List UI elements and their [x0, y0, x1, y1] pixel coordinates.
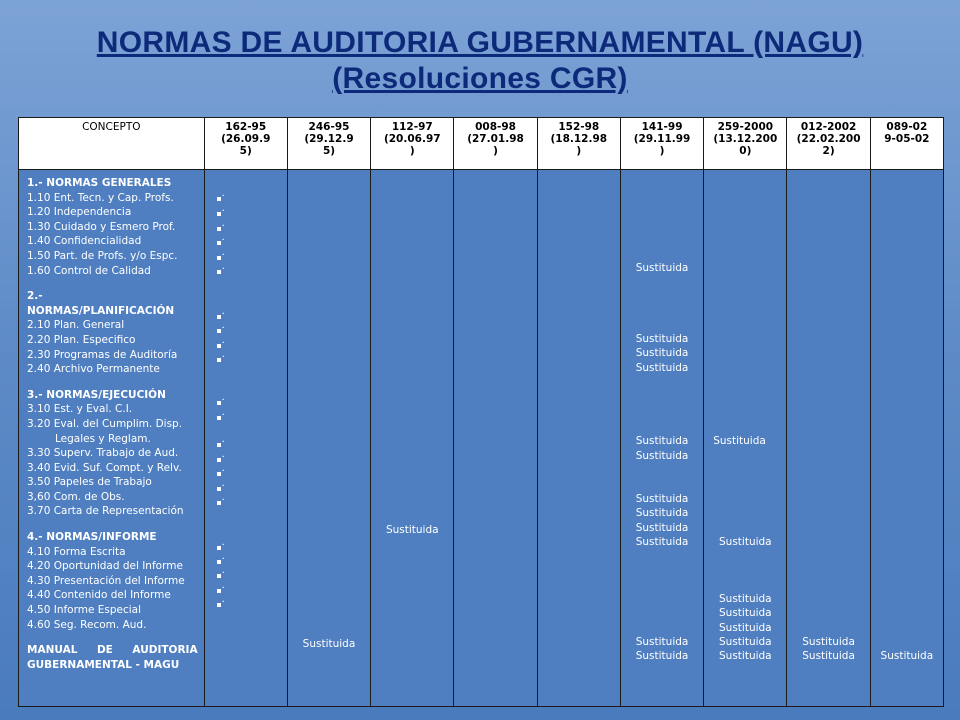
bullet-icon: [217, 329, 221, 333]
status-text: Sustituida: [713, 435, 766, 447]
bullet-icon: [217, 546, 221, 550]
concept-item: 4.20 Oportunidad del Informe: [27, 560, 183, 573]
status-text: Sustituida: [635, 362, 689, 374]
status-text: Sustituida: [880, 650, 934, 662]
bullet-icon: [217, 416, 221, 420]
status-text: Sustituida: [635, 347, 689, 359]
status-text: Sustituida: [802, 636, 855, 648]
status-text: Sustituida: [635, 262, 689, 274]
status-text: Sustituida: [635, 507, 689, 519]
concept-item: 4.30 Presentación del Informe: [27, 574, 185, 587]
concept-item: 1.20 Independencia: [27, 206, 132, 219]
col-012-2002: [787, 170, 870, 707]
bullet-icon: [217, 603, 221, 607]
status-text: Sustituida: [635, 435, 689, 447]
bullet-icon: [217, 458, 221, 462]
concept-item: Legales y Reglam.: [55, 432, 151, 445]
concept-item: 1.30 Cuidado y Esmero Prof.: [27, 220, 176, 233]
header-141-99: 141-99 (29.11.99 ): [620, 118, 703, 170]
col-089-02: [870, 170, 943, 707]
status-text: Sustituida: [635, 522, 689, 534]
manual-heading-line2: GUBERNAMENTAL - MAGU: [27, 658, 180, 671]
concept-item: 3.70 Carta de Representación: [27, 505, 184, 518]
header-row: [19, 118, 944, 170]
section-heading: 2.-: [27, 290, 43, 303]
section-heading: NORMAS/PLANIFICACIÓN: [27, 304, 175, 317]
header-089-02: 089-02 9-05-02: [870, 118, 943, 170]
col-246-95: [287, 170, 370, 707]
col-152-98: [537, 170, 620, 707]
concept-item: 4.60 Seg. Recom. Aud.: [27, 618, 147, 631]
concept-item: 2.40 Archivo Permanente: [27, 363, 160, 376]
concept-item: 2.20 Plan. Especifico: [27, 333, 136, 346]
status-text: Sustituida: [385, 524, 439, 536]
col-112-97: [371, 170, 454, 707]
header-012-2002: 012-2002 (22.02.200 2): [787, 118, 870, 170]
status-text: Sustituida: [719, 593, 772, 605]
bullet-icon: [217, 344, 221, 348]
header-162-95: 162-95 (26.09.9 5): [204, 118, 287, 170]
nagu-table: [18, 117, 944, 707]
col-141-99: [620, 170, 703, 707]
concept-item: 3.40 Evid. Suf. Compt. y Relv.: [27, 461, 182, 474]
bullet-icon: [217, 358, 221, 362]
bullet-icon: [217, 487, 221, 491]
header-112-97: 112-97 (20.06.97 ): [371, 118, 454, 170]
status-text: Sustituida: [719, 536, 772, 548]
concept-item: 3,60 Com. de Obs.: [27, 490, 125, 503]
concept-item: 1.40 Confidencialidad: [27, 235, 142, 248]
status-text: Sustituida: [635, 493, 689, 505]
status-text: Sustituida: [802, 650, 855, 662]
concept-item: 1.10 Ent. Tecn. y Cap. Profs.: [27, 191, 174, 204]
col-259-2000: [704, 170, 787, 707]
bullet-icon: [217, 472, 221, 476]
page-subtitle: (Resoluciones CGR): [332, 62, 628, 95]
concept-item: 4.40 Contenido del Informe: [27, 589, 171, 602]
header-246-95: 246-95 (29.12.9 5): [287, 118, 370, 170]
status-text: Sustituida: [635, 636, 689, 648]
bullet-icon: [217, 227, 221, 231]
status-text: Sustituida: [719, 636, 772, 648]
concept-column: [19, 170, 205, 707]
section-heading: 4.- NORMAS/INFORME: [27, 531, 157, 544]
bullet-icon: [217, 212, 221, 216]
bullet-icon: [217, 197, 221, 201]
bullet-icon: [217, 256, 221, 260]
bullet-icon: [217, 574, 221, 578]
concept-item: 1.50 Part. de Profs. y/o Espc.: [27, 249, 178, 262]
body-row: [19, 170, 944, 707]
status-text: Sustituida: [719, 650, 772, 662]
concept-item: 4.50 Informe Especial: [27, 604, 142, 617]
bullet-icon: [217, 241, 221, 245]
col-008-98: [454, 170, 537, 707]
concept-item: 4.10 Forma Escrita: [27, 545, 126, 558]
section-heading: 3.- NORMAS/EJECUCIÓN: [27, 388, 166, 401]
page-title: NORMAS DE AUDITORIA GUBERNAMENTAL (NAGU): [96, 26, 864, 59]
concept-item: 3.30 Superv. Trabajo de Aud.: [27, 447, 179, 460]
header-152-98: 152-98 (18.12.98 ): [537, 118, 620, 170]
bullet-icon: [217, 401, 221, 405]
status-text: Sustituida: [635, 333, 689, 345]
status-text: Sustituida: [302, 638, 356, 650]
concept-item: 3.50 Papeles de Trabajo: [27, 476, 152, 489]
status-text: Sustituida: [719, 622, 772, 634]
status-text: Sustituida: [635, 536, 689, 548]
manual-heading: MANUAL DE AUDITORIA: [27, 644, 198, 657]
bullet-icon: [217, 501, 221, 505]
concept-item: 3.20 Eval. del Cumplim. Disp.: [27, 417, 183, 430]
col-162-95: [204, 170, 287, 707]
header-259-2000: 259-2000 (13.12.200 0): [704, 118, 787, 170]
bullet-icon: [217, 315, 221, 319]
header-concepto: CONCEPTO: [19, 118, 205, 170]
bullet-icon: [217, 270, 221, 274]
section-heading: 1.- NORMAS GENERALES: [27, 177, 172, 189]
concept-item: 1.60 Control de Calidad: [27, 264, 151, 277]
bullet-icon: [217, 443, 221, 447]
concept-item: 2.10 Plan. General: [27, 319, 125, 332]
status-text: Sustituida: [719, 607, 772, 619]
concept-item: 2.30 Programas de Auditoría: [27, 348, 178, 361]
bullet-icon: [217, 589, 221, 593]
status-text: Sustituida: [635, 450, 689, 462]
bullet-icon: [217, 560, 221, 564]
status-text: Sustituida: [635, 650, 689, 662]
header-008-98: 008-98 (27.01.98 ): [454, 118, 537, 170]
concept-item: 3.10 Est. y Eval. C.I.: [27, 403, 133, 416]
